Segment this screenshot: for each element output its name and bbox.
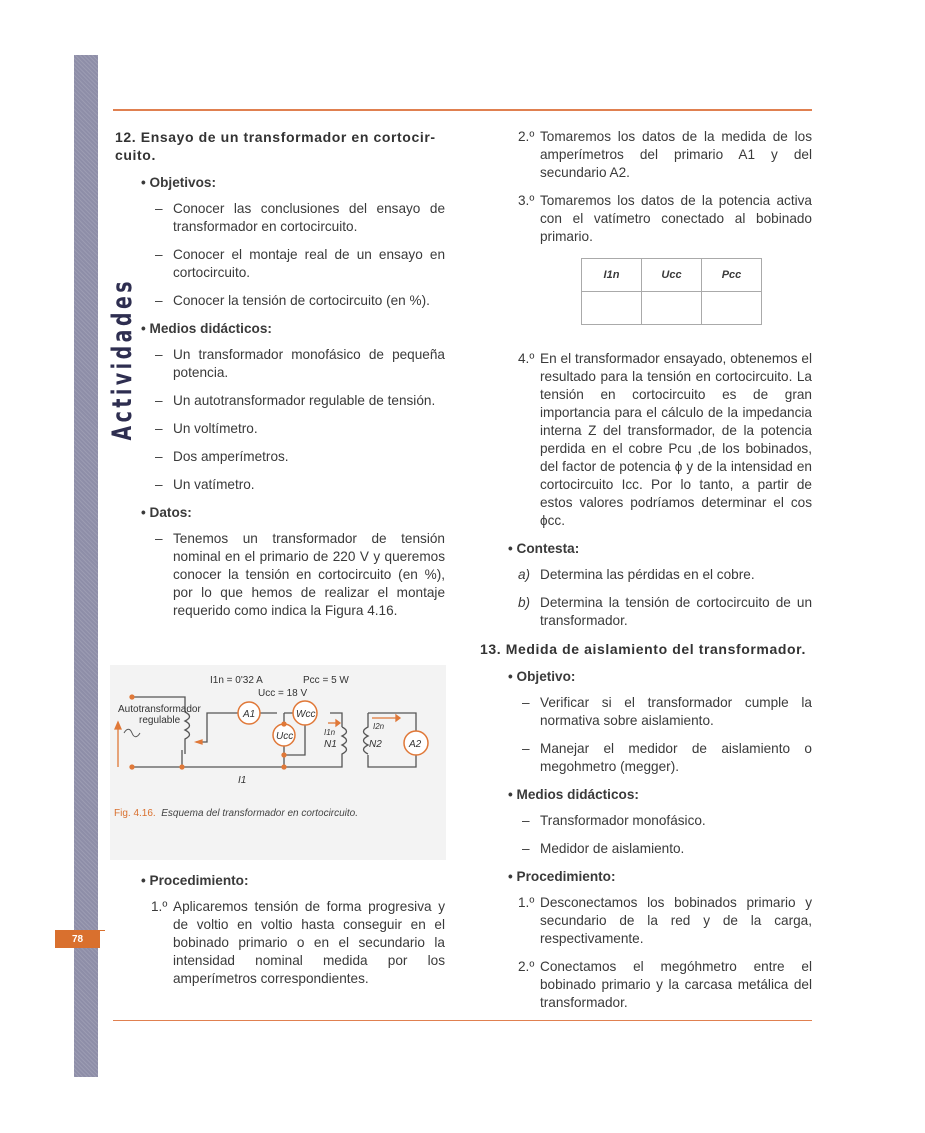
left-column-bottom bbox=[115, 872, 445, 998]
label-auto: Autotransformador bbox=[118, 704, 201, 715]
list-item: – Manejar el medidor de aislamiento o megohmetro (megger). bbox=[522, 741, 812, 774]
label-auto2: regulable bbox=[139, 715, 181, 726]
list-item: – Verificar si el transformador cumple la normativa sobre aislamiento. bbox=[522, 695, 812, 728]
sidebar-band bbox=[74, 55, 98, 1077]
left-column bbox=[107, 128, 445, 630]
list-item: 4.º En el transformador ensayado, obtenemos el resultado para la tensión en cortocircuito. La tensión en cortocircuito es de gran importancia para el cálculo de la impedancia interna Z del transformador, de la potencia perdida en el cobre Pcu ,de los bobinados, del factor de potencia ϕ y de la intensidad en cortocircuito Icc. Por lo tanto, a partir de estos valores podríamos determinar el cos ϕcc. bbox=[518, 351, 812, 528]
label-ucc: Ucc = 18 V bbox=[258, 688, 308, 699]
circuit-diagram bbox=[110, 665, 446, 795]
list-item: 2.º Conectamos el megóhmetro entre el bobinado primario y la carcasa metálica del transformador. bbox=[518, 959, 812, 1010]
label-n2: N2 bbox=[369, 739, 382, 750]
figure-caption: Fig. 4.16. Esquema del transformador en cortocircuito. bbox=[114, 808, 359, 819]
contesta-label: • Contesta: bbox=[508, 541, 580, 556]
list-item: 2.º Tomaremos los datos de la medida de los amperímetros del primario A1 y del secundario A2. bbox=[518, 129, 812, 180]
procedimiento-label: • Procedimiento: bbox=[508, 869, 616, 884]
objetivo-label: • Objetivo: bbox=[508, 669, 576, 684]
list-item: – Conocer la tensión de cortocircuito (en %). bbox=[155, 293, 430, 308]
meter-a1: A1 bbox=[243, 709, 256, 720]
figure-4-16 bbox=[110, 665, 446, 860]
right-column bbox=[482, 128, 812, 256]
list-item: 1.º Aplicaremos tensión de forma progresiva y de voltio en voltio hasta conseguir en el bobinado primario o en el secundario la intensidad nominal medida por los amperímetros correspondientes. bbox=[151, 899, 445, 986]
meter-ucc: Ucc bbox=[276, 731, 294, 742]
label-i2n: I2n bbox=[373, 722, 385, 731]
label-i1n: I1n = 0'32 A bbox=[210, 675, 263, 686]
list-item: – Un vatímetro. bbox=[155, 477, 255, 492]
right-column-bottom bbox=[482, 350, 812, 1022]
list-item: – Un autotransformador regulable de tensión. bbox=[155, 393, 436, 408]
datos-label: • Datos: bbox=[141, 505, 192, 520]
activity-13-heading: 13. Medida de aislamiento del transformador. bbox=[480, 641, 806, 657]
label-n1: N1 bbox=[324, 739, 337, 750]
header-i1n: I1n bbox=[582, 259, 642, 292]
meter-a2: A2 bbox=[409, 739, 422, 750]
question: b) Determina la tensión de cortocircuito de un transformador. bbox=[518, 595, 812, 628]
list-item: – Un transformador monofásico de pequeña potencia. bbox=[155, 347, 445, 380]
meter-wcc: Wcc bbox=[296, 709, 316, 720]
procedimiento-label: • Procedimiento: bbox=[141, 873, 249, 888]
label-pcc: Pcc = 5 W bbox=[303, 675, 349, 686]
header-ucc: Ucc bbox=[642, 259, 702, 292]
header-pcc: Pcc bbox=[702, 259, 762, 292]
objetivos-label: • Objetivos: bbox=[141, 175, 217, 190]
list-item: – Dos amperímetros. bbox=[155, 449, 289, 464]
results-table bbox=[581, 258, 762, 325]
label-i1: I1 bbox=[238, 775, 247, 786]
question: a) Determina las pérdidas en el cobre. bbox=[518, 567, 755, 582]
section-title: Actividades bbox=[107, 277, 138, 441]
page-number: 78 bbox=[55, 931, 100, 948]
list-item: – Transformador monofásico. bbox=[522, 813, 706, 828]
cell-ucc[interactable] bbox=[642, 292, 702, 325]
list-item: – Tenemos un transformador de tensión nominal en el primario de 220 V y queremos conocer la tensión en cortocircuito (en %), por lo que hemos de realizar el montaje requerido como indica la Figura 4.16. bbox=[155, 531, 445, 618]
list-item: 3.º Tomaremos los datos de la potencia activa con el vatímetro conectado al bobinado primario. bbox=[518, 193, 812, 244]
list-item: – Conocer las conclusiones del ensayo de transformador en cortocircuito. bbox=[155, 201, 445, 234]
list-item: 1.º Desconectamos los bobinados primario y secundario de la red y de la carga, respectivamente. bbox=[518, 895, 812, 946]
list-item: – Un voltímetro. bbox=[155, 421, 258, 436]
label-i1n-2: I1n bbox=[324, 728, 336, 737]
activity-12-heading: 12. Ensayo de un transformador en cortocir-cuito. bbox=[115, 129, 436, 163]
cell-pcc[interactable] bbox=[702, 292, 762, 325]
list-item: – Conocer el montaje real de un ensayo en cortocircuito. bbox=[155, 247, 445, 280]
cell-i1n[interactable] bbox=[582, 292, 642, 325]
top-rule bbox=[113, 109, 812, 111]
medios-label: • Medios didácticos: bbox=[141, 321, 272, 336]
medios-label: • Medios didácticos: bbox=[508, 787, 639, 802]
list-item: – Medidor de aislamiento. bbox=[522, 841, 685, 856]
